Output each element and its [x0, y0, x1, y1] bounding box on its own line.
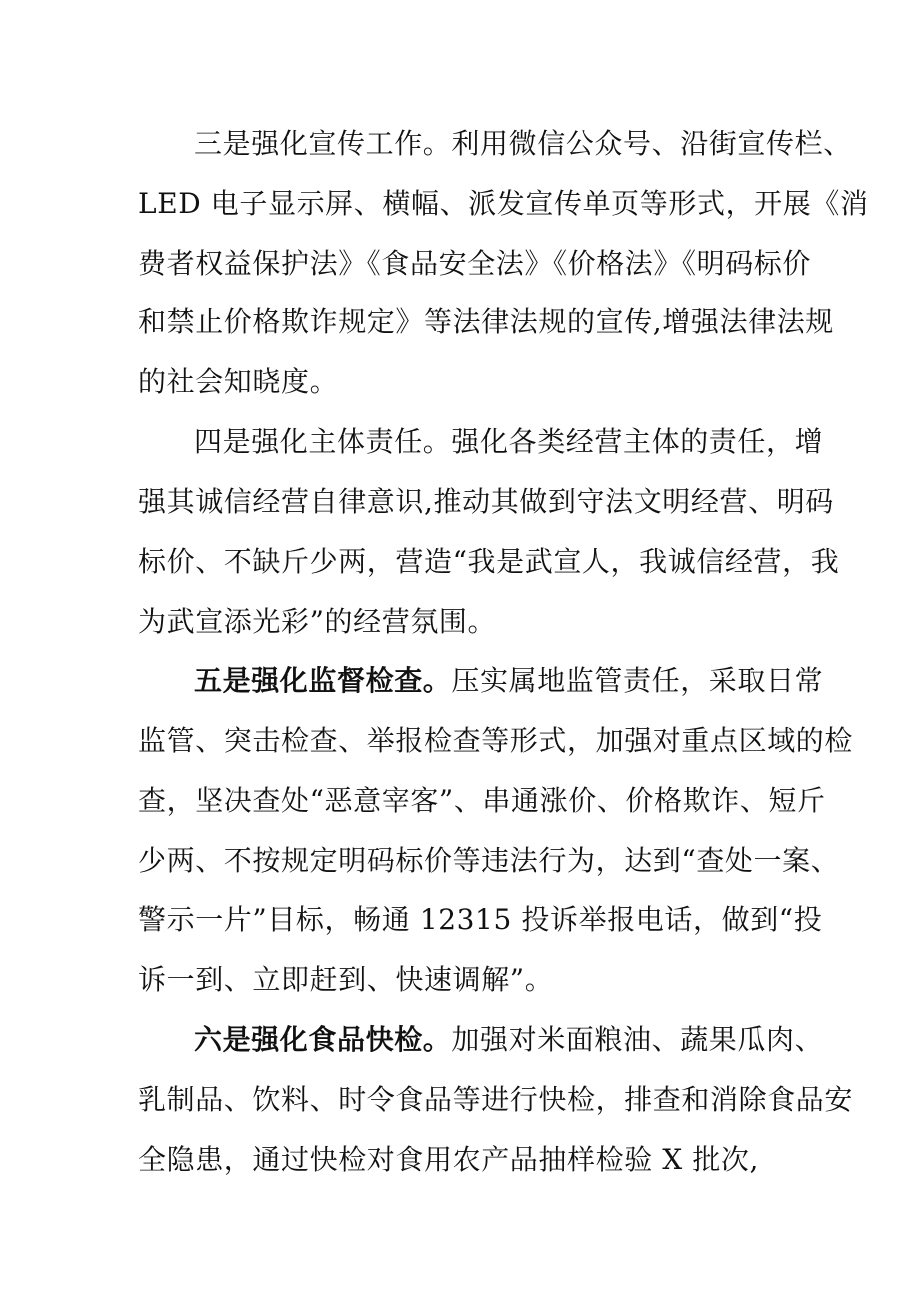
paragraph-2-line-3: 标价、不缺斤少两，营造“我是武宣人，我诚信经营，我	[138, 545, 840, 578]
paragraph-4-line-2: 乳制品、饮料、时令食品等进行快检，排查和消除食品安	[138, 1083, 854, 1116]
paragraph-3-line-1	[194, 661, 824, 701]
paragraph-3-line-3: 查，坚决查处“恶意宰客”、串通涨价、价格欺诈、短斤	[138, 784, 826, 817]
paragraph-3-line-2: 监管、突击检查、举报检查等形式，加强对重点区域的检	[138, 724, 854, 757]
paragraph-1-line-3: 费者权益保护法》《食品安全法》《价格法》《明码标价	[138, 247, 812, 280]
paragraph-4-heading: 六是强化食品快检。	[194, 1023, 452, 1056]
paragraph-4-line-1-text: 加强对米面粮油、蔬果瓜肉、	[451, 1023, 824, 1056]
paragraph-3-line-1-text: 压实属地监管责任，采取日常	[451, 664, 824, 697]
paragraph-1-line-2: LED 电子显示屏、横幅、派发宣传单页等形式，开展《消	[138, 187, 869, 220]
paragraph-3-line-4: 少两、不按规定明码标价等违法行为，达到“查处一案、	[138, 844, 840, 877]
paragraph-2-line-2: 强其诚信经营自律意识,推动其做到守法文明经营、明码	[138, 485, 834, 518]
paragraph-4-line-3: 全隐患，通过快检对食用农产品抽样检验 X 批次,	[138, 1143, 760, 1176]
paragraph-3-line-6: 诉一到、立即赶到、快速调解”。	[138, 963, 554, 996]
paragraph-1-line-5: 的社会知晓度。	[138, 365, 339, 398]
paragraph-1-line-1: 三是强化宣传工作。利用微信公众号、沿街宣传栏、	[194, 127, 852, 160]
paragraph-3-line-5: 警示一片”目标，畅通 12315 投诉举报电话，做到“投	[138, 903, 823, 936]
paragraph-1-line-4: 和禁止价格欺诈规定》等法律法规的宣传,增强法律法规	[138, 305, 834, 338]
paragraph-2-line-4: 为武宣添光彩”的经营氛围。	[138, 605, 497, 638]
paragraph-3-heading: 五是强化监督检查。	[194, 664, 452, 697]
paragraph-4-line-1	[194, 1020, 824, 1060]
paragraph-2-line-1: 四是强化主体责任。强化各类经营主体的责任，增	[194, 425, 824, 458]
